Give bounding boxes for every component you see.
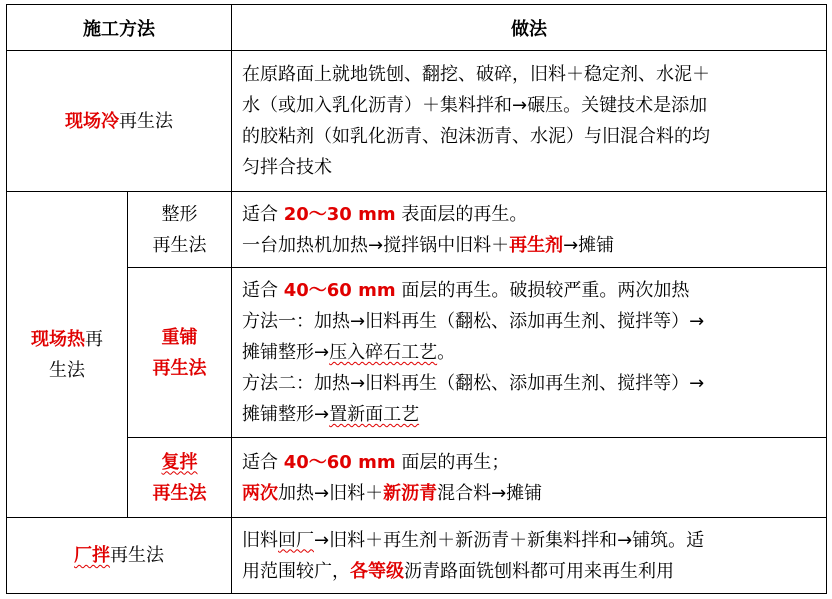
repave-l1c: 面层的再生。破损较严重。两次加热 xyxy=(395,280,690,301)
plant-label-cell xyxy=(7,518,232,594)
remix-l2b: 加热→旧料＋ xyxy=(278,482,384,504)
row-hot-repave xyxy=(7,268,827,438)
remix-l1c: 面层的再生； xyxy=(395,451,510,473)
repave-l4: 方法二：加热→旧料再生（翻松、添加再生剂、搅拌等）→ xyxy=(242,373,705,394)
repave-label-cell xyxy=(128,268,232,438)
cold-label-rest: 再生法 xyxy=(119,110,173,132)
repave-thickness: 40～60 mm xyxy=(283,280,396,301)
plant-l2b: 各等级 xyxy=(350,560,404,582)
remix-label-1: 复拌 xyxy=(161,451,198,473)
header-method: 施工方法 xyxy=(7,5,232,51)
remix-label-2: 再生法 xyxy=(152,482,207,504)
repave-l5a: 摊铺整形→ xyxy=(242,404,330,425)
remix-l2d: 混合料→摊铺 xyxy=(437,482,543,504)
remix-label-cell xyxy=(128,438,232,518)
hot-label-red: 现场热 xyxy=(31,328,85,350)
remix-l2a: 两次 xyxy=(242,482,278,504)
header-practice: 做法 xyxy=(232,5,827,51)
row-plant-recycling xyxy=(7,518,827,594)
cold-line-3: 的胶粘剂（如乳化沥青、泡沫沥青、水泥）与旧混合料的均 xyxy=(242,126,710,147)
shaping-thickness: 20～30 mm xyxy=(283,203,396,225)
cold-label-cell xyxy=(7,51,232,192)
cold-label-red: 现场冷 xyxy=(65,110,119,132)
row-cold-recycling xyxy=(7,51,827,192)
plant-l2a: 用范围较广， xyxy=(242,560,350,582)
shaping-label-1: 整形 xyxy=(161,203,198,225)
shaping-l2c: →摊铺 xyxy=(563,234,615,256)
plant-l1b: 回厂 xyxy=(278,529,314,551)
repave-l3a: 摊铺整形→ xyxy=(242,342,330,363)
row-hot-shaping xyxy=(7,192,827,268)
remix-l1a: 适合 xyxy=(242,451,284,473)
plant-l1c: →旧料＋再生剂＋新沥青＋新集料拌和→铺筑。适 xyxy=(314,529,705,551)
repave-label-2: 再生法 xyxy=(152,357,207,379)
cold-practice-cell xyxy=(232,51,827,192)
remix-thickness: 40～60 mm xyxy=(283,451,396,473)
shaping-label-cell xyxy=(128,192,232,268)
repave-l2: 方法一：加热→旧料再生（翻松、添加再生剂、搅拌等）→ xyxy=(242,311,705,332)
repave-practice-cell xyxy=(232,268,827,438)
remix-l2c: 新沥青 xyxy=(383,482,438,504)
repave-l1a: 适合 xyxy=(242,280,284,301)
shaping-l1a: 适合 xyxy=(242,203,284,225)
plant-l1a: 旧料 xyxy=(242,529,278,551)
header-row xyxy=(7,5,827,51)
cold-line-1: 在原路面上就地铣刨、翻挖、破碎，旧料＋稳定剂、水泥＋ xyxy=(242,64,710,85)
recycling-methods-table xyxy=(6,4,827,594)
plant-l2c: 沥青路面铣刨料都可用来再生利用 xyxy=(404,560,674,582)
shaping-agent: 再生剂 xyxy=(509,234,564,256)
repave-l3c: 。 xyxy=(437,342,456,363)
repave-l5b: 置新面工艺 xyxy=(329,404,420,425)
plant-label-red: 厂拌 xyxy=(74,545,110,566)
hot-label-cell xyxy=(7,192,128,518)
shaping-l2a: 一台加热机加热→搅拌锅中旧料＋ xyxy=(242,234,510,256)
repave-label-1: 重铺 xyxy=(161,326,198,348)
repave-l3b: 压入碎石工艺 xyxy=(329,342,438,363)
hot-label-rest2: 生法 xyxy=(49,359,85,381)
cold-line-4: 匀拌合技术 xyxy=(242,157,332,178)
cold-line-2: 水（或加入乳化沥青）＋集料拌和→碾压。关键技术是添加 xyxy=(242,95,708,116)
shaping-l1c: 表面层的再生。 xyxy=(395,203,528,225)
shaping-label-2: 再生法 xyxy=(152,234,207,256)
remix-practice-cell xyxy=(232,438,827,518)
shaping-practice-cell xyxy=(232,192,827,268)
row-hot-remix xyxy=(7,438,827,518)
plant-practice-cell xyxy=(232,518,827,594)
plant-label-rest: 再生法 xyxy=(110,545,164,566)
hot-label-rest1: 再 xyxy=(85,328,103,350)
